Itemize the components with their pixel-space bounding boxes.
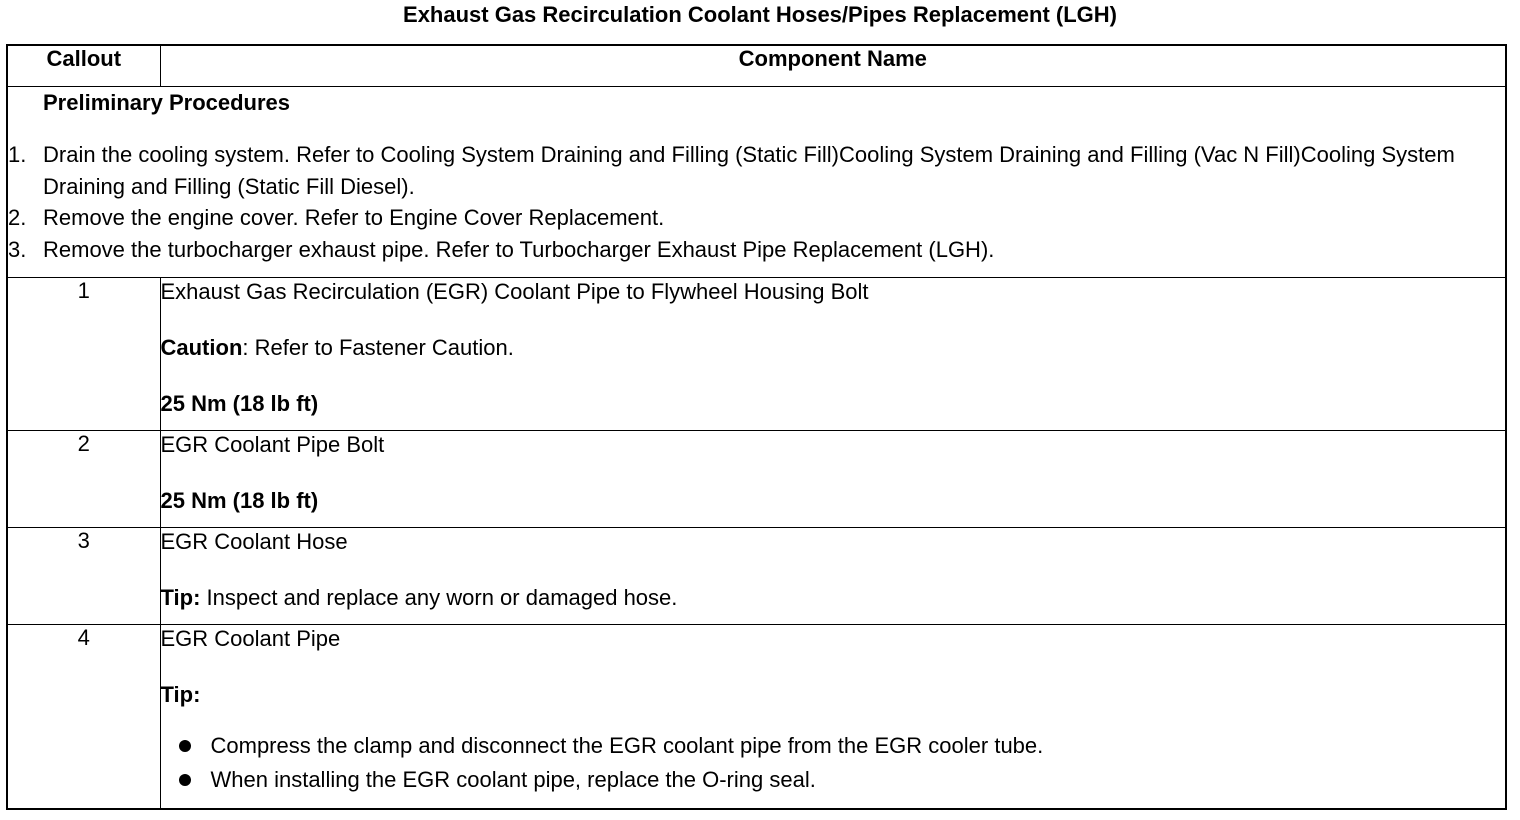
torque-value: 25 Nm (18 lb ft) [160,391,319,416]
step-number: 1. [8,142,27,167]
component-name: EGR Coolant Pipe [160,626,341,651]
table-row [7,278,1506,431]
table-header-row [7,45,1506,87]
caution-text: : Refer to Fastener Caution. [242,335,514,360]
component-cell [160,528,1506,625]
bullet-text: When installing the EGR coolant pipe, replace the O-ring seal. [210,767,816,792]
list-item [179,763,1506,797]
preliminary-step [8,234,1505,266]
preliminary-step [8,139,1505,202]
table-row [7,528,1506,625]
caution-label: Caution [160,335,243,360]
tip-note [161,681,1506,709]
bullet-icon [179,740,191,752]
callout-number: 3 [7,528,160,625]
step-text: Remove the engine cover. Refer to Engine Cover Replacement. [43,205,665,230]
preliminary-title: Preliminary Procedures [43,90,291,115]
torque-spec [161,487,1506,515]
tip-text: Inspect and replace any worn or damaged hose. [200,585,678,610]
preliminary-row [7,87,1506,278]
component-cell [160,625,1506,809]
component-column-header: Component Name [160,45,1506,87]
step-text: Remove the turbocharger exhaust pipe. Refer to Turbocharger Exhaust Pipe Replacement (LGH). [43,236,995,262]
table-row [7,431,1506,528]
preliminary-steps-list [8,139,1505,265]
component-name: EGR Coolant Hose [160,529,348,554]
callout-number: 2 [7,431,160,528]
tip-label: Tip: [160,585,201,610]
caution-note [161,334,1506,362]
tip-bullet-list [161,729,1506,797]
tip-note [161,584,1506,612]
step-number: 3. [8,236,27,262]
bullet-icon [179,774,191,786]
tip-label: Tip: [160,682,201,707]
list-item [179,729,1506,763]
component-cell [160,278,1506,431]
document-title: Exhaust Gas Recirculation Coolant Hoses/Pipes Replacement (LGH) [403,2,1117,27]
component-cell [160,431,1506,528]
table-row [7,625,1506,809]
step-text: Drain the cooling system. Refer to Cooling System Draining and Filling (Static Fill)Cooling System Draining and Filling (Vac N Fill)Cooling System Draining and Filling (Static Fill Diesel). [43,142,1455,199]
procedure-table [6,44,1507,810]
component-name: EGR Coolant Pipe Bolt [160,432,385,457]
callout-column-header: Callout [7,45,160,87]
torque-spec [161,390,1506,418]
step-number: 2. [8,205,27,230]
torque-value: 25 Nm (18 lb ft) [160,488,319,513]
preliminary-procedures [7,87,1506,278]
callout-number: 1 [7,278,160,431]
callout-number: 4 [7,625,160,809]
bullet-text: Compress the clamp and disconnect the EGR coolant pipe from the EGR cooler tube. [210,733,1044,758]
component-name: Exhaust Gas Recirculation (EGR) Coolant Pipe to Flywheel Housing Bolt [160,279,869,304]
preliminary-step [8,202,1505,234]
